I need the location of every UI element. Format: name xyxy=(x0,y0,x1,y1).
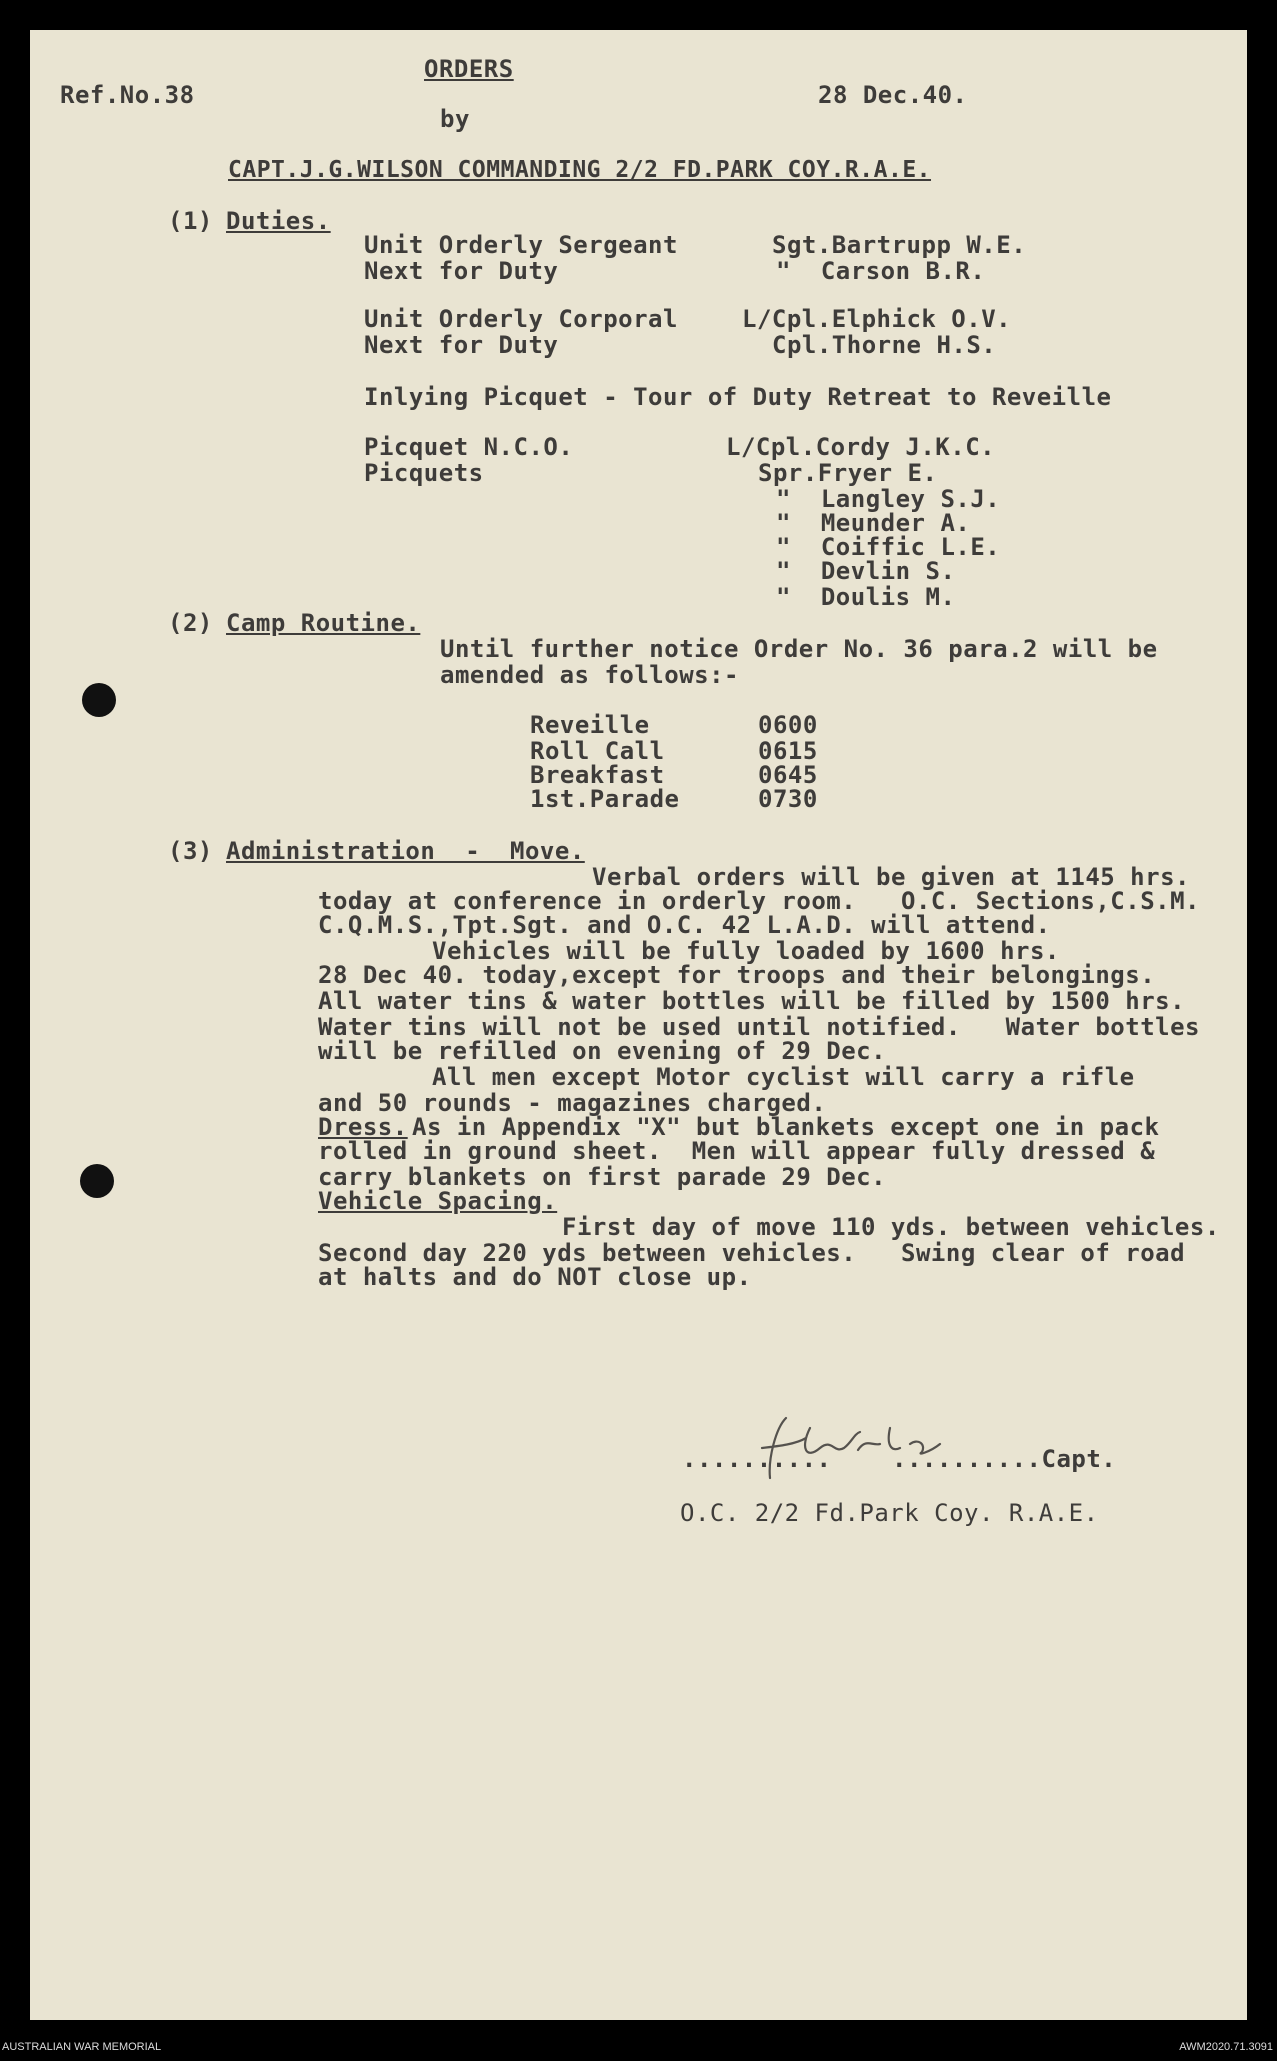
orders-title: ORDERS xyxy=(424,55,514,83)
admin-text-line: C.Q.M.S.,Tpt.Sgt. and O.C. 42 L.A.D. will attend. xyxy=(318,911,1051,939)
admin-text-line: As in Appendix "X" but blankets except one in pack xyxy=(412,1113,1160,1141)
duty-role: Next for Duty xyxy=(364,331,559,359)
dress-label: Dress. xyxy=(318,1113,408,1141)
signature-rank: ..........Capt. xyxy=(892,1445,1117,1473)
orders-by: by xyxy=(440,105,470,133)
admin-text-line: Second day 220 yds between vehicles. Swing clear of road xyxy=(318,1239,1186,1267)
duty-role: Next for Duty xyxy=(364,257,559,285)
inlying-picquet: Inlying Picquet - Tour of Duty Retreat to Reveille xyxy=(364,383,1112,411)
schedule-item: Roll Call xyxy=(530,737,665,765)
schedule-item: 1st.Parade xyxy=(530,785,680,813)
punch-hole xyxy=(80,1164,114,1198)
schedule-item: Reveille xyxy=(530,711,650,739)
admin-text-line: will be refilled on evening of 29 Dec. xyxy=(318,1037,887,1065)
commander-line: CAPT.J.G.WILSON COMMANDING 2/2 FD.PARK COY.R.A.E. xyxy=(228,157,932,183)
camp-routine-text: amended as follows:- xyxy=(440,661,739,689)
picquet-member: " Doulis M. xyxy=(776,583,956,611)
archive-label: AUSTRALIAN WAR MEMORIAL xyxy=(2,2041,162,2053)
section-number: (1) xyxy=(168,207,213,235)
admin-text-line: Vehicles will be fully loaded by 1600 hrs. xyxy=(432,937,1060,965)
signature-dots: .......... xyxy=(682,1445,832,1473)
duty-role: Unit Orderly Sergeant xyxy=(364,231,678,259)
admin-text-line: carry blankets on first parade 29 Dec. xyxy=(318,1163,887,1191)
duty-name: " Carson B.R. xyxy=(776,257,986,285)
schedule-item: Breakfast xyxy=(530,761,665,789)
schedule-time: 0600 xyxy=(758,711,818,739)
schedule-time: 0645 xyxy=(758,761,818,789)
admin-text-line: All men except Motor cyclist will carry a rifle xyxy=(432,1063,1135,1091)
section-heading-administration: Administration - Move. xyxy=(226,837,585,865)
picquet-member: " Meunder A. xyxy=(776,509,971,537)
duty-name: Cpl.Thorne H.S. xyxy=(772,331,997,359)
section-number: (2) xyxy=(168,609,213,637)
admin-text-line: First day of move 110 yds. between vehicles. xyxy=(562,1213,1220,1241)
duty-role: Unit Orderly Corporal xyxy=(364,305,678,333)
order-date: 28 Dec.40. xyxy=(818,81,968,109)
duty-name: Sgt.Bartrupp W.E. xyxy=(772,231,1027,259)
picquet-member: Spr.Fryer E. xyxy=(758,459,938,487)
reference-number: Ref.No.38 xyxy=(60,81,195,109)
picquets-label: Picquets xyxy=(364,459,484,487)
admin-text-line: Water tins will not be used until notified. Water bottles xyxy=(318,1013,1201,1041)
picquet-nco-label: Picquet N.C.O. xyxy=(364,433,574,461)
admin-text-line: today at conference in orderly room. O.C. Sections,C.S.M. xyxy=(318,887,1201,915)
section-heading-duties: Duties. xyxy=(226,207,331,235)
punch-hole xyxy=(82,683,116,717)
picquet-member: " Langley S.J. xyxy=(776,485,1001,513)
admin-text-line: Verbal orders will be given at 1145 hrs. xyxy=(592,863,1190,891)
schedule-time: 0615 xyxy=(758,737,818,765)
picquet-nco: L/Cpl.Cordy J.K.C. xyxy=(726,433,996,461)
picquet-member: " Coiffic L.E. xyxy=(776,533,1001,561)
schedule-time: 0730 xyxy=(758,785,818,813)
admin-text-line: at halts and do NOT close up. xyxy=(318,1263,752,1291)
duty-name: L/Cpl.Elphick O.V. xyxy=(742,305,1012,333)
admin-text-line: rolled in ground sheet. Men will appear fully dressed & xyxy=(318,1137,1156,1165)
section-number: (3) xyxy=(168,837,213,865)
admin-text-line: and 50 rounds - magazines charged. xyxy=(318,1089,827,1117)
archive-reference: AWM2020.71.3091 xyxy=(1179,2041,1273,2053)
admin-text-line: All water tins & water bottles will be filled by 1500 hrs. xyxy=(318,987,1186,1015)
section-heading-camp-routine: Camp Routine. xyxy=(226,609,421,637)
camp-routine-text: Until further notice Order No. 36 para.2 will be xyxy=(440,635,1158,663)
vehicle-spacing-label: Vehicle Spacing. xyxy=(318,1187,558,1215)
admin-text-line: 28 Dec 40. today,except for troops and their belongings. xyxy=(318,961,1156,989)
signature-office: O.C. 2/2 Fd.Park Coy. R.A.E. xyxy=(680,1499,1099,1527)
picquet-member: " Devlin S. xyxy=(776,557,956,585)
